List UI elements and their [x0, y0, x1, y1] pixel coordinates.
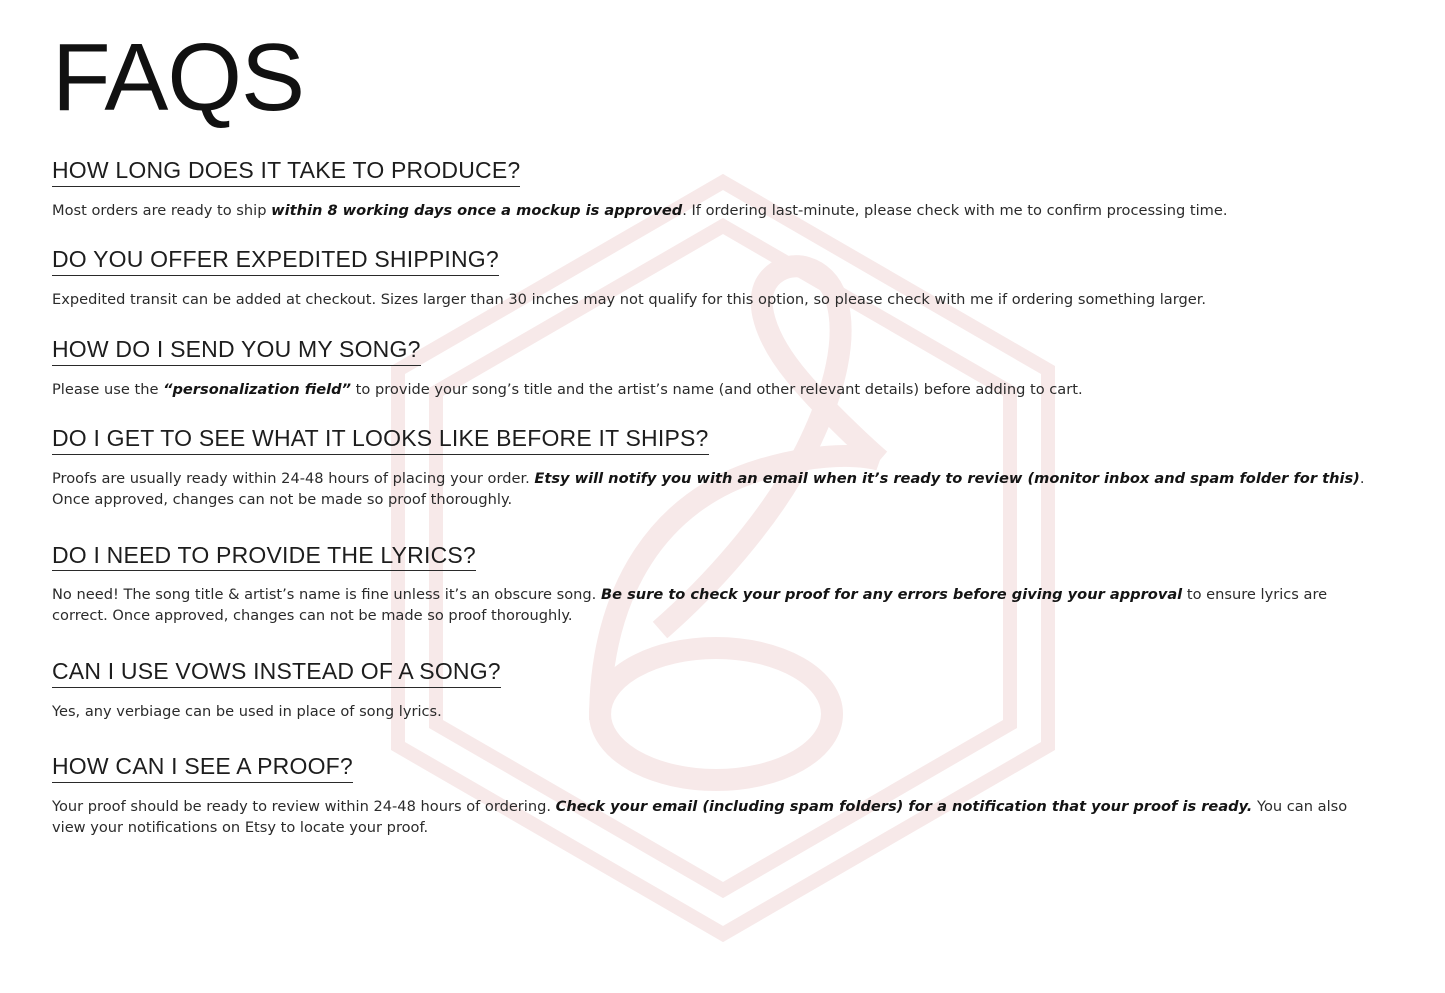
faq-item [52, 156, 1367, 221]
faq-question: CAN I USE VOWS INSTEAD OF A SONG? [52, 657, 501, 688]
document-page [0, 24, 1445, 838]
faq-item [52, 657, 1367, 722]
faq-item [52, 541, 1367, 627]
faq-answer: No need! The song title & artist’s name is fine unless it’s an obscure song. Be sure to check your proof for any errors before giving your approval to ensure lyrics are correct. Once approved, changes can not be made so proof thoroughly. [52, 586, 1328, 625]
faq-answer: Proofs are usually ready within 24-48 hours of placing your order. Etsy will notify you with an email when it’s ready to review (monitor inbox and spam folder for this). Once approved, changes can not be made so proof thoroughly. [52, 470, 1365, 508]
faq-answer: Most orders are ready to ship within 8 working days once a mockup is approved. If ordering last-minute, please check with me to confirm processing time. [52, 201, 1228, 219]
page-title: FAQS [52, 24, 305, 131]
faq-question: HOW LONG DOES IT TAKE TO PRODUCE? [52, 156, 520, 187]
faq-question: DO I NEED TO PROVIDE THE LYRICS? [52, 541, 476, 572]
faq-answer: Your proof should be ready to review within 24-48 hours of ordering. Check your email (including spam folders) for a notification that your proof is ready. You can also view your notifications on Etsy to locate your proof. [52, 798, 1348, 836]
faq-question: DO I GET TO SEE WHAT IT LOOKS LIKE BEFORE IT SHIPS? [52, 424, 709, 455]
faq-item [52, 424, 1367, 510]
faq-question: HOW CAN I SEE A PROOF? [52, 752, 353, 783]
faq-answer: Expedited transit can be added at checkout. Sizes larger than 30 inches may not qualify for this option, so please check with me if ordering something larger. [52, 291, 1207, 309]
faq-list [52, 156, 1367, 838]
faq-question: HOW DO I SEND YOU MY SONG? [52, 335, 421, 366]
faq-answer: Yes, any verbiage can be used in place of song lyrics. [52, 702, 442, 720]
faq-answer: Please use the “personalization field” to provide your song’s title and the artist’s name (and other relevant details) before adding to cart. [52, 380, 1083, 398]
faq-question: DO YOU OFFER EXPEDITED SHIPPING? [52, 245, 499, 276]
faq-item [52, 335, 1367, 400]
faq-item [52, 752, 1367, 838]
faq-item [52, 245, 1367, 310]
